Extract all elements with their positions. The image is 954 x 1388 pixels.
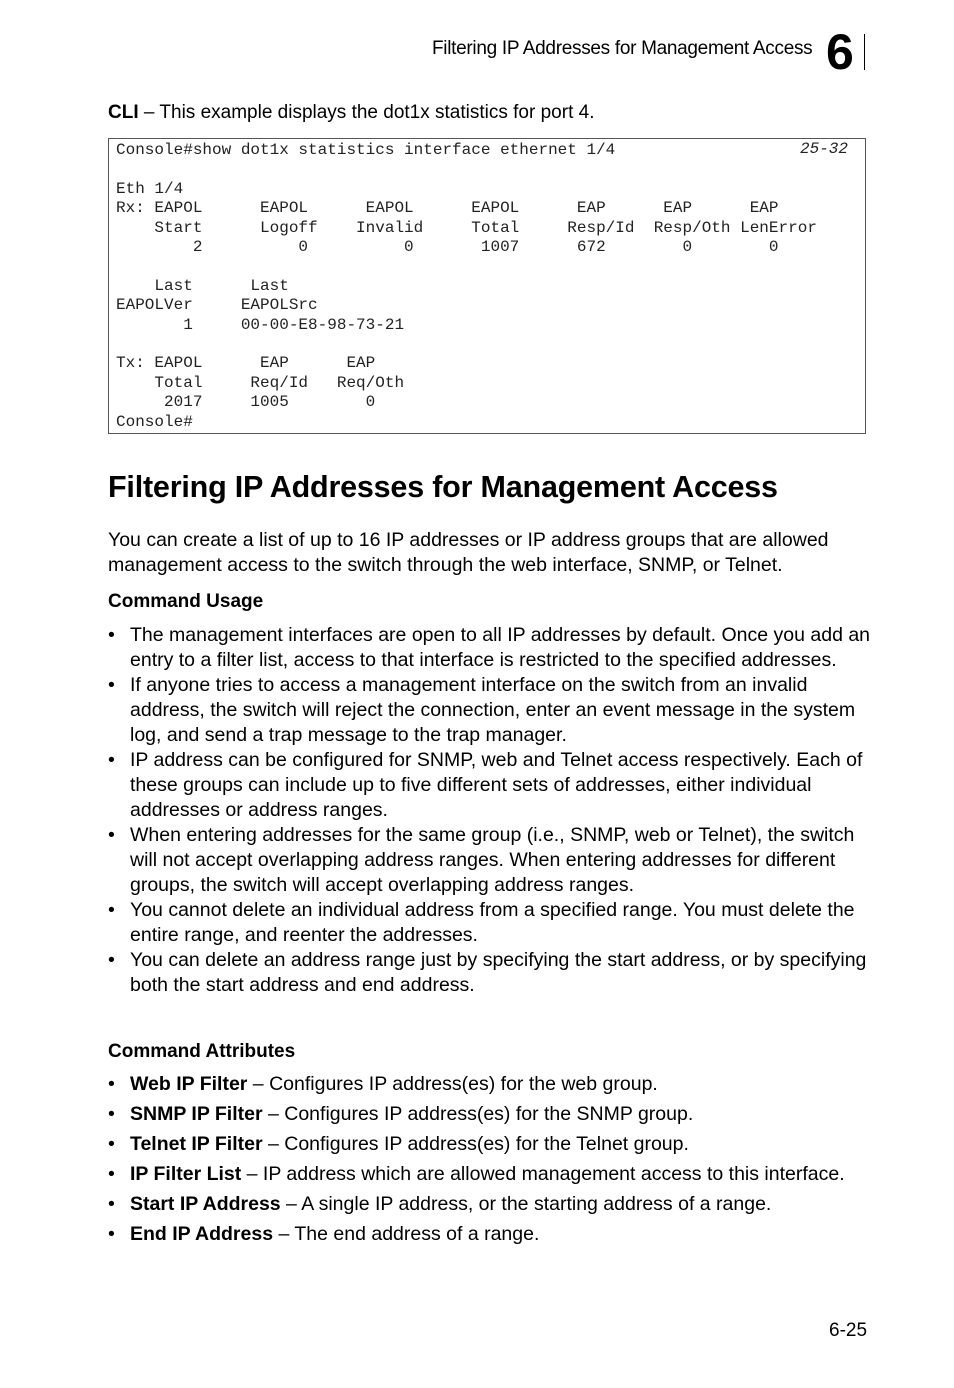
header-divider: [864, 34, 865, 70]
attribute-desc: – Configures IP address(es) for the Telnet group.: [262, 1133, 689, 1155]
command-attributes-list: [108, 1072, 878, 1252]
attribute-desc: – Configures IP address(es) for the web group.: [247, 1073, 658, 1095]
cli-label: CLI: [108, 102, 139, 123]
attribute-desc: – The end address of a range.: [273, 1223, 540, 1245]
attribute-name: Start IP Address: [130, 1193, 281, 1215]
attribute-name: Web IP Filter: [130, 1073, 248, 1095]
list-item: • If anyone tries to access a management interface on the switch from an invalid address, the switch will reject the connection, enter an event message in the system log, and send a trap message to the trap manager.: [108, 673, 878, 748]
list-item: • IP address can be configured for SNMP, web and Telnet access respectively. Each of these groups can include up to five different sets of addresses, either individual addresses or address ranges.: [108, 748, 878, 823]
list-item: • The management interfaces are open to all IP addresses by default. Once you add an entry to a filter list, access to that interface is restricted to the specified addresses.: [108, 623, 878, 673]
attribute-item: [108, 1192, 878, 1217]
list-item: • You cannot delete an individual address from a specified range. You must delete the entire range, and reenter the addresses.: [108, 898, 878, 948]
attribute-item: [108, 1222, 878, 1247]
command-attributes-heading: Command Attributes: [108, 1041, 296, 1062]
attribute-item: [108, 1132, 878, 1157]
code-example-box: [108, 138, 866, 434]
cli-intro-text: – This example displays the dot1x statistics for port 4.: [138, 102, 595, 123]
attribute-item: [108, 1072, 878, 1097]
attribute-item: [108, 1102, 878, 1127]
list-item: • You can delete an address range just by specifying the start address, or by specifying both the start address and end address.: [108, 948, 878, 998]
attribute-name: IP Filter List: [130, 1163, 242, 1185]
attribute-name: Telnet IP Filter: [130, 1133, 263, 1155]
section-intro: You can create a list of up to 16 IP addresses or IP address groups that are allowed management access to the switch through the web interface, SNMP, or Telnet.: [108, 529, 829, 576]
list-item: • When entering addresses for the same group (i.e., SNMP, web or Telnet), the switch will not accept overlapping address ranges. When entering addresses for different groups, the switch will accept overlapping address ranges.: [108, 823, 878, 898]
section-title: Filtering IP Addresses for Management Access: [108, 470, 778, 504]
header-title: Filtering IP Addresses for Management Access: [432, 38, 813, 59]
attribute-item: [108, 1162, 878, 1187]
code-page-reference: 25-32: [800, 140, 849, 158]
page-number: 6-25: [829, 1320, 868, 1341]
attribute-name: SNMP IP Filter: [130, 1103, 263, 1125]
cli-intro: [108, 102, 594, 124]
code-listing: Console#show dot1x statistics interface ethernet 1/4 Eth 1/4 Rx: EAPOL EAPOL EAPOL EAPOL EAP EAP EAP Start Logoff Invalid Total Resp/Id Resp/Oth LenError 2 0 0 1007 672 0 0 Last Last EAPOLVer EAPOLSrc 1 00-00-E8-98-73-21 Tx: EAPOL EAP EAP Total Req/Id Req/Oth 2017 1005 0 Console#: [116, 141, 817, 431]
chapter-number: 6: [826, 24, 854, 80]
attribute-desc: – IP address which are allowed management access to this interface.: [241, 1163, 845, 1185]
command-usage-list: [108, 623, 878, 998]
command-usage-heading: Command Usage: [108, 591, 264, 612]
attribute-name: End IP Address: [130, 1223, 274, 1245]
attribute-desc: – Configures IP address(es) for the SNMP group.: [262, 1103, 694, 1125]
attribute-desc: – A single IP address, or the starting address of a range.: [280, 1193, 772, 1215]
